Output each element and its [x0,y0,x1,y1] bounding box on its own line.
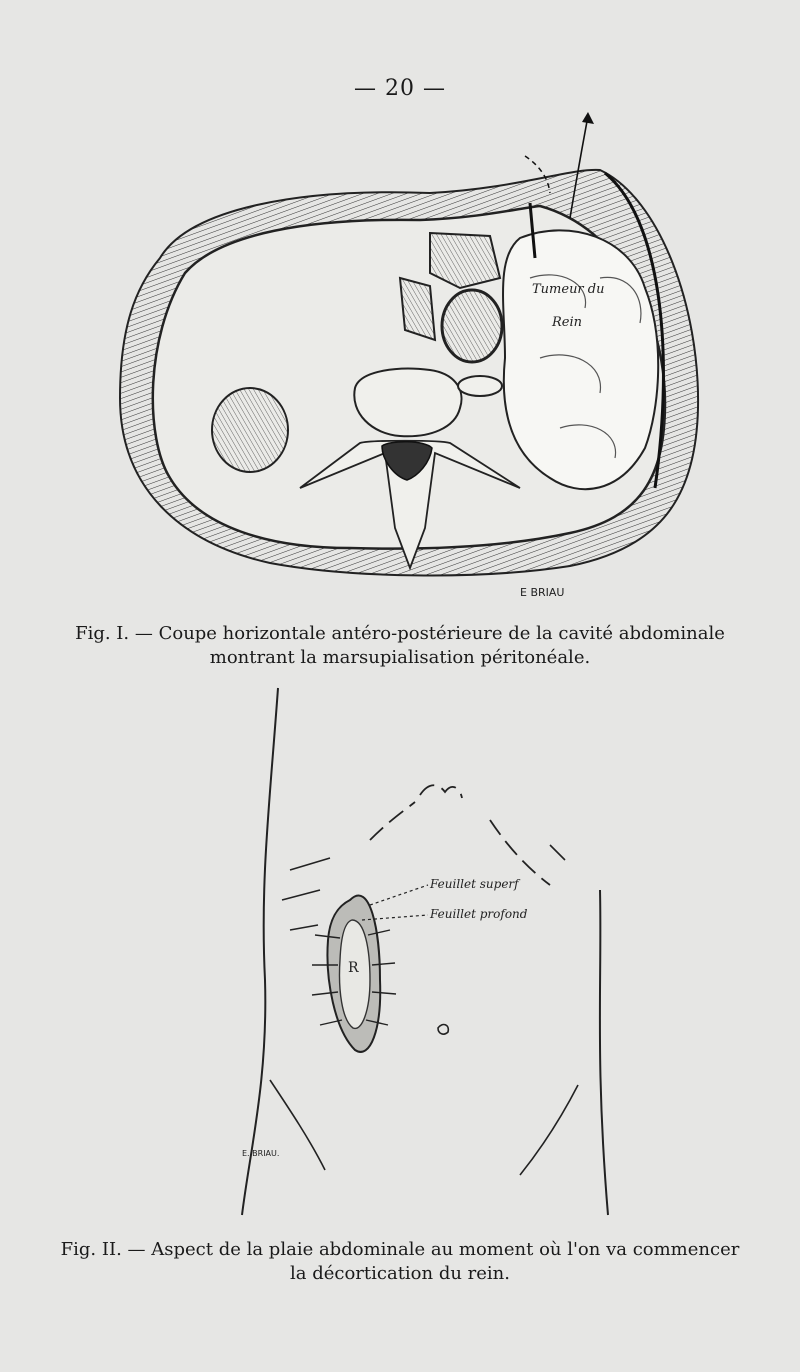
costal-arch [370,785,550,885]
aorta [442,290,502,362]
tumor-label-2: Rein [552,315,583,330]
figure-2-abdominal-wound [230,680,630,1220]
kidney-letter: R [348,960,359,976]
label-feuillet-superf: Feuillet superf [430,877,519,891]
figure-2-caption-line1: Fig. II. — Aspect de la plaie abdominale au moment où l'on va commencer [60,1239,740,1260]
figure-1-caption-line1: Fig. I. — Coupe horizontale antéro-postérieure de la cavité abdominale [75,623,725,644]
inguinal-right [520,1085,578,1175]
page-number: — 20 — [354,76,446,101]
label-feuillet-profond: Feuillet profond [430,907,528,921]
figure-2-signature: E. BRIAU. [242,1149,280,1158]
vena-cava [458,376,502,396]
torso-left-outline [242,688,278,1215]
figure-1-caption-line2: montrant la marsupialisation péritonéale. [209,647,591,668]
figure-2-caption [40,1238,760,1286]
figure-1-caption [40,622,760,670]
figure-2-caption-line2: la décortication du rein. [289,1263,511,1284]
left-kidney [212,388,288,472]
navel [438,1025,448,1035]
figure-1-signature: E BRIAU [520,586,565,599]
figure-1-abdominal-section [100,108,720,608]
vertebra-body [354,369,461,437]
leader-line-superf [370,885,428,905]
torso-right-outline [600,890,608,1215]
arrow-head-icon [582,112,594,124]
tumor-label-1: Tumeur du [532,282,605,297]
